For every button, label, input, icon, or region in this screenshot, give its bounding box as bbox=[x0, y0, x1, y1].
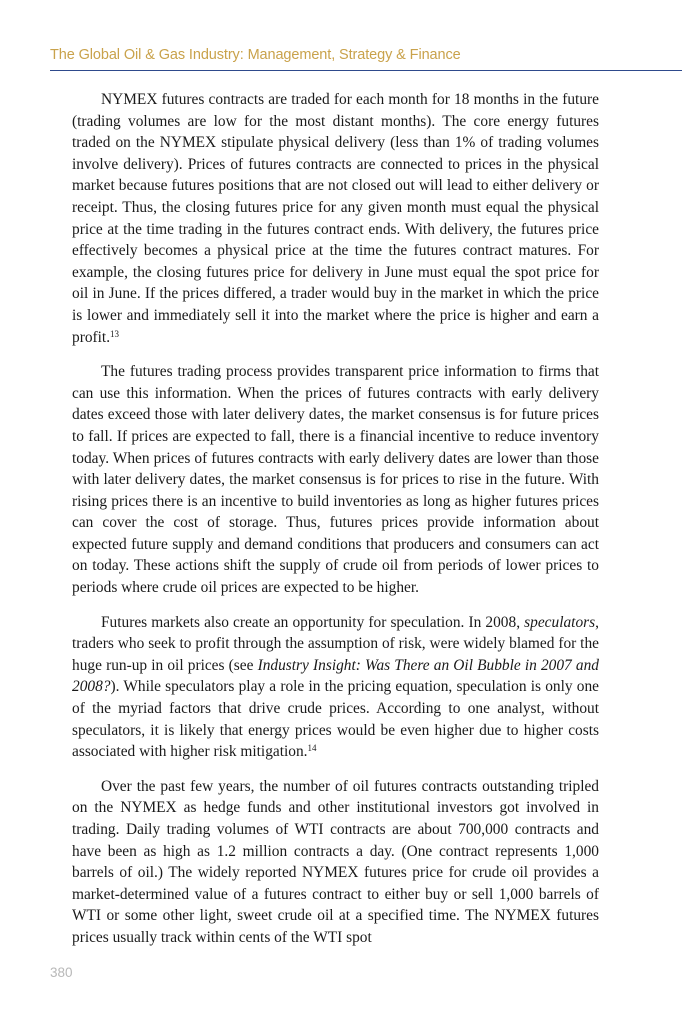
footnote-marker-13: 13 bbox=[110, 328, 120, 339]
running-header-title: The Global Oil & Gas Industry: Management, Strategy & Finance bbox=[50, 47, 461, 63]
paragraph-4-text: Over the past few years, the number of oil futures contracts outstanding tripled on the NYMEX as hedge funds and other institutional investors got involved in trading. Daily trading volumes of WTI contracts are about 700,000 contracts and have been as high as 1.2 million contracts a day. (One contract represents 1,000 barrels of oil.) The widely reported NYMEX futures price for crude oil provides a market-determined value of a futures contract to either buy or sell 1,000 barrels of WTI or some other light, sweet crude oil at a specified time. The NYMEX futures prices usually track within cents of the WTI spot bbox=[72, 777, 599, 946]
paragraph-2-text: The futures trading process provides transparent price information to firms that can use this information. When the prices of futures contracts with early delivery dates exceed those with later delivery dates, the market consensus is for future prices to fall. If prices are expected to fall, there is a financial incentive to reduce inventory today. When prices of futures contracts with early delivery dates are lower than those with later delivery dates, the market consensus is for prices to rise in the future. With rising prices there is an incentive to build inventories as long as higher futures prices can cover the cost of storage. Thus, futures prices provide information about expected future supply and demand conditions that producers and consumers can act on today. These actions shift the supply of crude oil from periods of lower prices to periods where crude oil prices are expected to be higher. bbox=[72, 363, 599, 597]
paragraph-3-part-2: , traders who seek to profit through the assumption of risk, were widely blamed for the huge run-up in oil prices (see bbox=[72, 613, 599, 674]
paragraph-4 bbox=[72, 776, 599, 949]
body-text bbox=[72, 89, 599, 962]
paragraph-3-part-3: ). While speculators play a role in the pricing equation, speculation is only one of the myriad factors that drive crude prices. According to one analyst, without speculators, it is likely that energy prices would be even higher due to higher costs associated with higher risk mitigation. bbox=[72, 678, 599, 761]
speculators-term: speculators bbox=[524, 613, 596, 631]
industry-insight-reference: Industry Insight: Was There an Oil Bubble in 2007 and 2008? bbox=[72, 656, 599, 696]
header-rule bbox=[50, 70, 682, 71]
paragraph-3-part-1: Futures markets also create an opportunity for speculation. In 2008, bbox=[101, 613, 521, 631]
paragraph-3 bbox=[72, 612, 599, 763]
paragraph-1-text: NYMEX futures contracts are traded for each month for 18 months in the future (trading volumes are low for the most distant months). The core energy futures traded on the NYMEX stipulate physical delivery (less than 1% of trading volumes involve delivery). Prices of futures contracts are connected to prices in the physical market because futures positions that are not closed out will lead to either delivery or receipt. Thus, the closing futures price for any given month must equal the physical price at the time trading in the futures contract ends. With delivery, the futures price effectively becomes a physical price at the time the futures contract matures. For example, the closing futures price for delivery in June must equal the spot price for oil in June. If the prices differed, a trader would buy in the market in which the price is lower and immediately sell it into the market where the price is higher and earn a profit. bbox=[72, 91, 599, 346]
footnote-marker-14: 14 bbox=[307, 743, 317, 754]
page-number: 380 bbox=[50, 965, 73, 980]
paragraph-1 bbox=[72, 89, 599, 348]
paragraph-2 bbox=[72, 361, 599, 599]
